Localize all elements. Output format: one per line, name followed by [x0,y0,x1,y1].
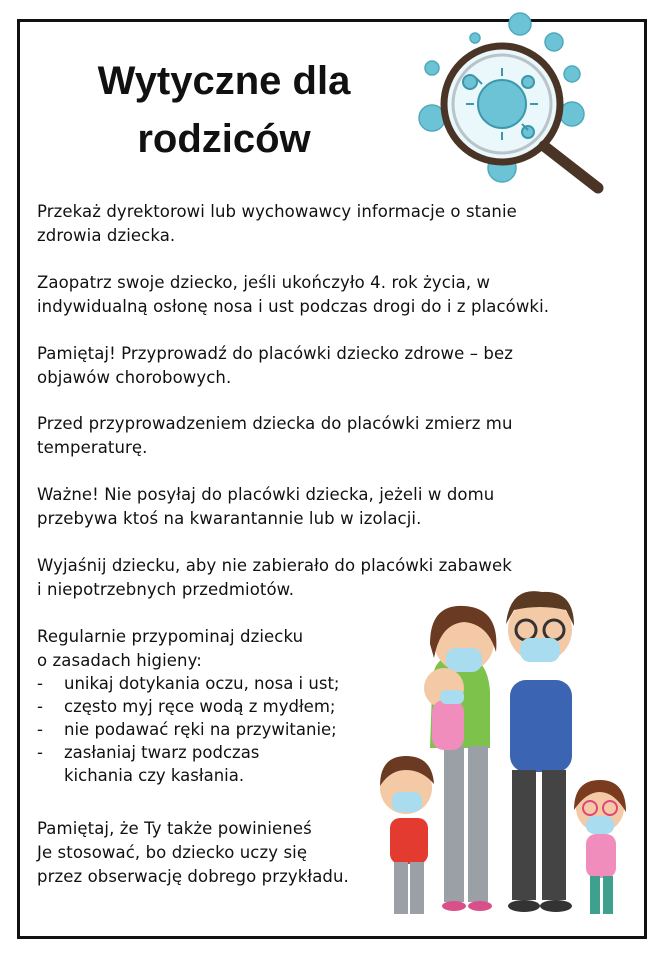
text-line: indywidualną osłonę nosa i ust podczas drogi do i z placówki. [37,297,550,316]
text-line: przebywa ktoś na kwarantannie lub w izolacji. [37,509,422,528]
text-line: i niepotrzebnych przedmiotów. [37,580,295,599]
list-item [37,741,339,764]
list-item [37,718,339,741]
family-masks-illustration [360,580,645,930]
small-virus-icon [509,13,531,35]
paragraph-face-cover [37,271,549,319]
small-virus-icon [425,61,439,75]
text-line: temperaturę. [37,438,148,457]
paragraph-quarantine [37,483,494,531]
list-dash: - [37,697,43,716]
mother-figure [430,606,496,911]
closing-paragraph [37,817,349,889]
small-virus-icon [545,33,563,51]
list-item-text: unikaj dotykania oczu, nosa i ust; [64,674,340,693]
girl-figure [574,780,626,914]
text-line: Przekaż dyrektorowi lub wychowawcy informacje o stanie [37,202,517,221]
list-item-text: często myj ręce wodą z mydłem; [64,697,336,716]
text-line: Je stosować, bo dziecko uczy się [37,843,308,862]
text-line: Przed przyprowadzeniem dziecka do placówki zmierz mu [37,414,513,433]
text-line: o zasadach higieny: [37,651,202,670]
list-item-continuation: kichania czy kasłania. [64,766,245,785]
list-item [37,672,339,695]
small-virus-icon [564,66,580,82]
small-virus-icon [470,33,480,43]
text-line: Pamiętaj! Przyprowadź do placówki dziecko zdrowe – bez [37,344,513,363]
hygiene-list [37,672,339,787]
list-dash: - [37,743,43,762]
virus-magnifier-icon [410,8,610,198]
text-line: Regularnie przypominaj dziecku [37,627,304,646]
title-line-1: Wytyczne dla [97,59,351,103]
text-line: Pamiętaj, że Ty także powinieneś [37,819,312,838]
text-line: Zaopatrz swoje dziecko, jeśli ukończyło 4. rok życia, w [37,273,491,292]
small-virus-icon [560,102,584,126]
father-figure [506,591,574,912]
list-dash: - [37,674,43,693]
page-title [44,52,404,168]
text-line: Wyjaśnij dziecku, aby nie zabierało do placówki zabawek [37,556,512,575]
list-item-text: zasłaniaj twarz podczas [64,743,260,762]
list-item [37,695,339,718]
text-line: zdrowia dziecka. [37,226,176,245]
baby-figure [424,668,464,750]
boy-figure [380,756,434,914]
paragraph-healthy-child [37,342,513,390]
list-item-text: nie podawać ręki na przywitanie; [64,720,337,739]
list-dash: - [37,720,43,739]
paragraph-temperature [37,412,513,460]
hygiene-intro [37,625,303,673]
paragraph-health-info [37,200,517,248]
title-line-2: rodziców [137,117,311,161]
text-line: przez obserwację dobrego przykładu. [37,867,349,886]
text-line: Ważne! Nie posyłaj do placówki dziecka, jeżeli w domu [37,485,495,504]
text-line: objawów chorobowych. [37,368,232,387]
